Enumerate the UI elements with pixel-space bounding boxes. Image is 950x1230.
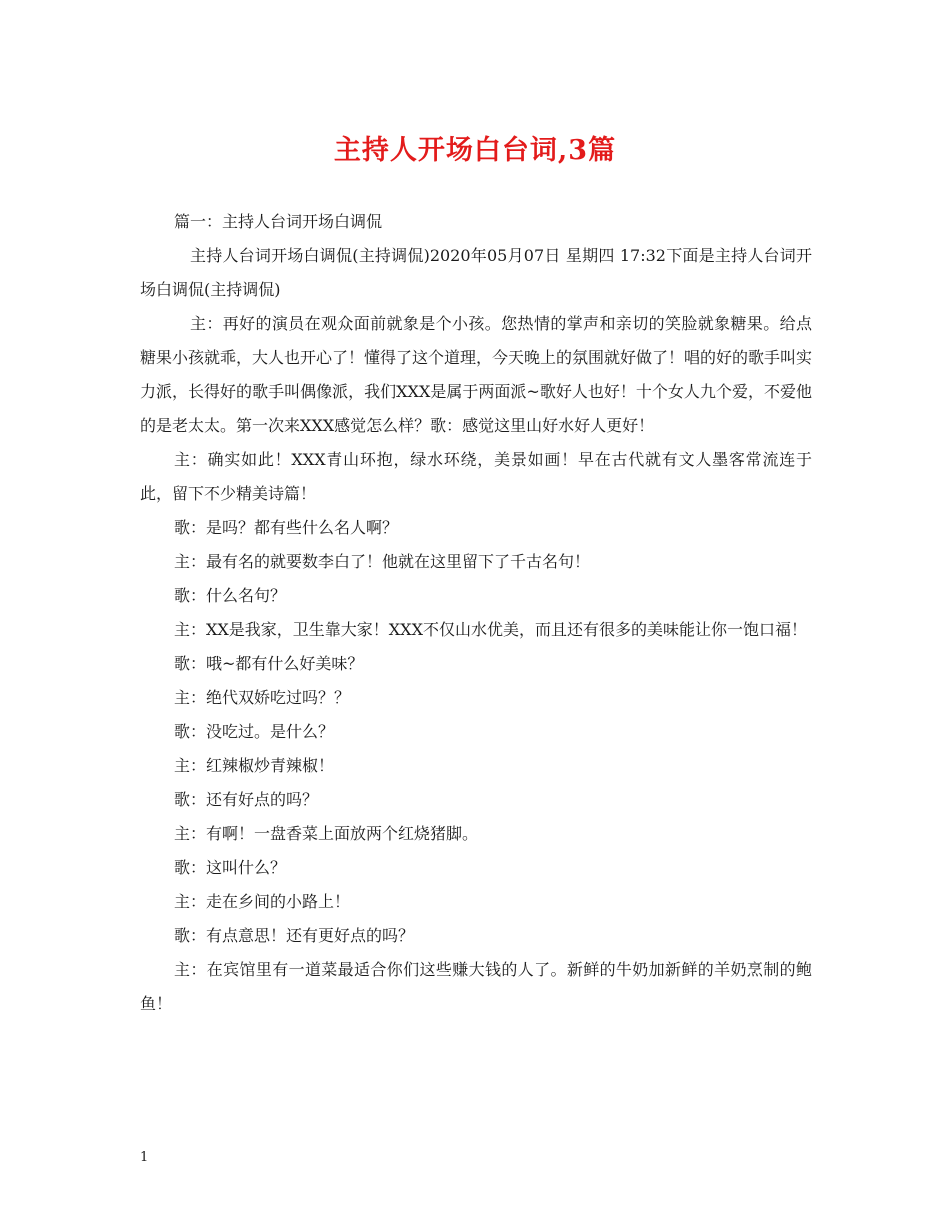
paragraph: 主：XX是我家，卫生靠大家！XXX不仅山水优美，而且还有很多的美味能让你一饱口福！	[174, 620, 807, 639]
paragraph: 主：红辣椒炒青辣椒！	[174, 756, 335, 775]
paragraph: 主：走在乡间的小路上！	[174, 892, 351, 911]
paragraph: 歌：什么名句？	[174, 586, 287, 605]
page-number: 1	[140, 1150, 149, 1165]
paragraph: 歌：这叫什么？	[174, 858, 287, 877]
paragraph: 歌：还有好点的吗？	[174, 790, 319, 809]
paragraph: 主：在宾馆里有一道菜最适合你们这些赚大钱的人了。新鲜的牛奶加新鲜的羊奶烹制的鲍鱼！	[140, 960, 812, 1013]
paragraph: 主：有啊！一盘香菜上面放两个红烧猪脚。	[174, 824, 479, 843]
paragraph: 主：再好的演员在观众面前就象是个小孩。您热情的掌声和亲切的笑脸就象糖果。给点糖果小孩就乖，大人也开心了！懂得了这个道理，今天晚上的氛围就好做了！唱的好的歌手叫实力派，长得好的歌手叫偶像派，我们XXX是属于两面派~歌好人也好！十个女人九个爱，不爱他的是老太太。第一次来XXX感觉怎么样？歌：感觉这里山好水好人更好！	[140, 314, 813, 435]
paragraph: 主：确实如此！XXX青山环抱，绿水环绕，美景如画！早在古代就有文人墨客常流连于此，留下不少精美诗篇！	[140, 450, 812, 503]
document-body	[140, 205, 812, 1021]
paragraph: 歌：有点意思！还有更好点的吗？	[174, 926, 415, 945]
paragraph: 歌：哦~都有什么好美味？	[174, 654, 364, 673]
paragraph: 主：绝代双娇吃过吗？？	[174, 688, 351, 707]
paragraph: 歌：是吗？都有些什么名人啊？	[174, 518, 399, 537]
paragraph: 主持人台词开场白调侃(主持调侃)2020年05月07日 星期四 17:32下面是主持人台词开场白调侃(主持调侃)	[140, 246, 812, 299]
document-title: 主持人开场白台词,3篇	[333, 135, 617, 166]
paragraph: 歌：没吃过。是什么？	[174, 722, 335, 741]
paragraph: 主：最有名的就要数李白了！他就在这里留下了千古名句！	[174, 552, 591, 571]
section-heading: 篇一：主持人台词开场白调侃	[174, 212, 383, 231]
